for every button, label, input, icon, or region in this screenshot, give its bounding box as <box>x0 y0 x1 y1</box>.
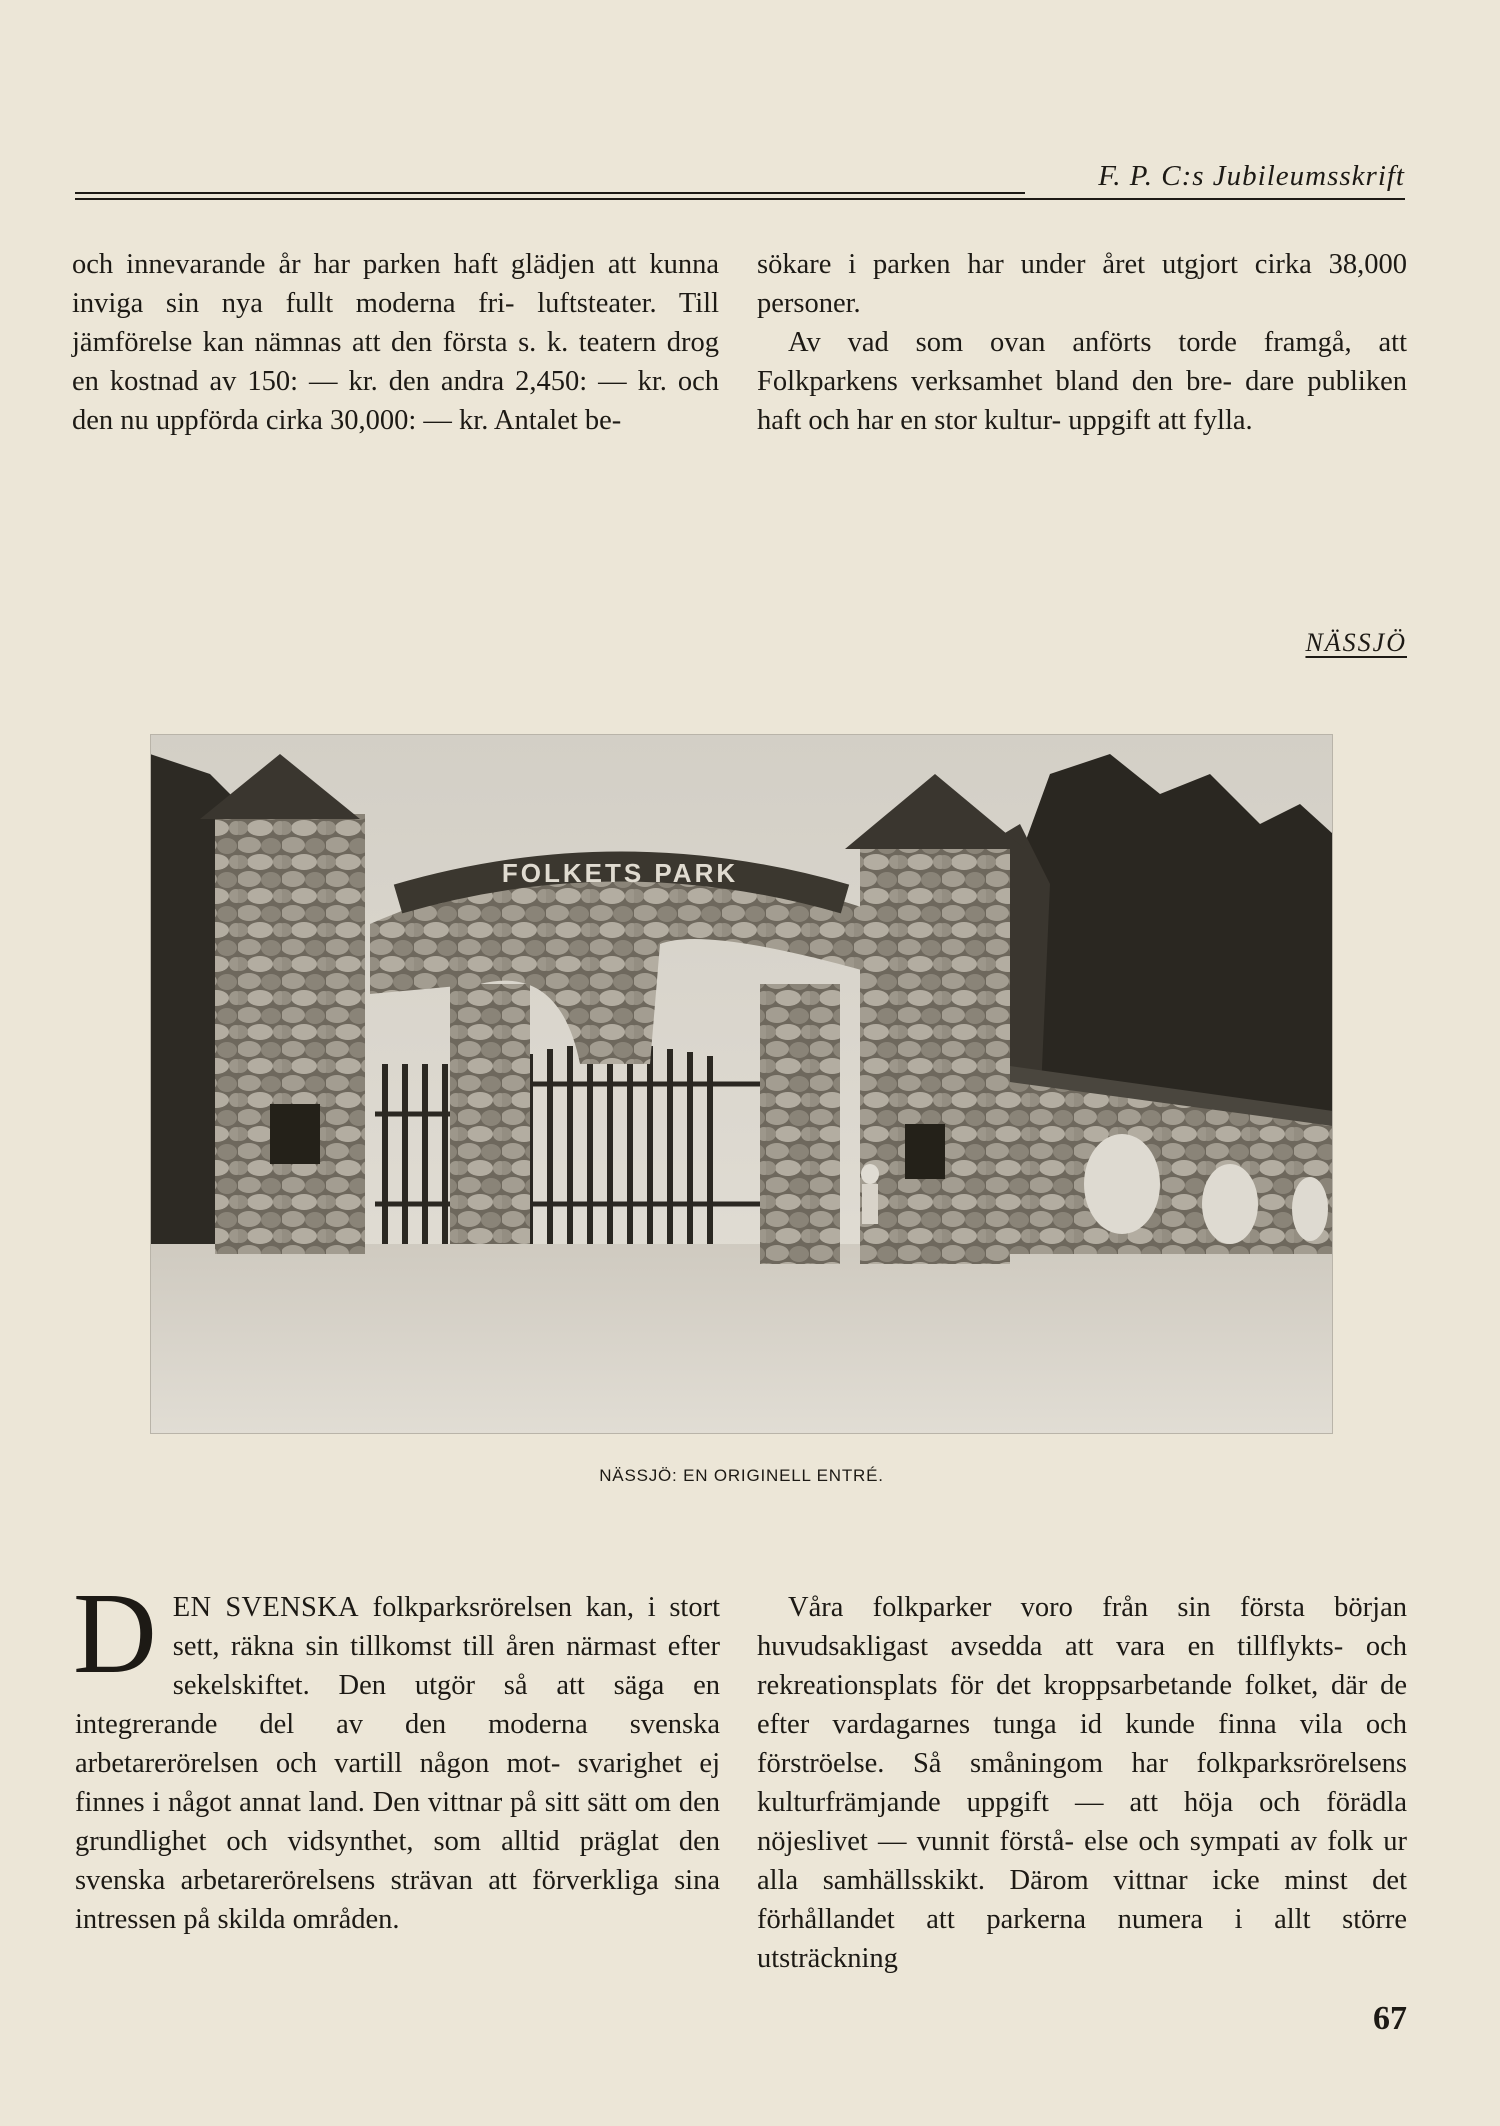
paragraph-body: folkparksrörelsen kan, i stort sett, räkna sin tillkomst till åren närmast efter sekelskiftet. Den utgör så att säga en integrerande del av den moderna svenska arbetarerörelsen och vartill någon mot- svarighet ej finnes i något annat land. Den vittnar på sitt sätt om den grundlighet och vidsynthet, som alltid präglat den svenska arbetarerörelsens strävan att förverkliga sina intressen på skilda områden. <box>75 1592 720 1935</box>
page-number: 67 <box>1373 2000 1407 2037</box>
photo-caption: NÄSSJÖ: EN ORIGINELL ENTRÉ. <box>599 1466 884 1485</box>
paragraph <box>73 1570 720 1939</box>
paragraph: och innevarande år har parken haft glädjen att kunna inviga sin nya fullt moderna fri- luftsteater. Till jämförelse kan nämnas att den första s. k. teatern drog en kostnad av 150: — kr. den andra 2,450: — kr. och den nu uppförda cirka 30,000: — kr. Antalet be- <box>72 249 719 436</box>
header-rule <box>75 198 1405 200</box>
arch-sign-text: FOLKETS PARK <box>501 858 739 888</box>
article-right-column <box>757 1588 1407 1978</box>
section-heading: NÄSSJÖ <box>1305 628 1407 657</box>
running-head: F. P. C:s Jubileumsskrift <box>1098 160 1405 192</box>
header-rule <box>75 192 1025 194</box>
article-left-column <box>73 1570 720 1939</box>
drop-cap: D <box>73 1570 157 1698</box>
gate-photo-illustration <box>150 734 1333 1434</box>
paragraph: Våra folkparker voro från sin första början huvudsakligast avsedda att vara en tillflykts- och rekreationsplats för det kroppsarbetande folket, där de efter vardagarnes tunga id kunde finna vila och förströelse. Så småningom har folkparksrörelsens kulturfrämjande uppgift — att höja och förädla nöjeslivet — vunnit förstå- else och sympati av folk ur alla samhällsskikt. Därom vittnar icke minst det förhållandet att parkerna numera i allt större utsträckning <box>757 1592 1407 1974</box>
top-left-column <box>72 245 719 440</box>
top-right-column <box>757 245 1407 440</box>
paragraph: sökare i parken har under året utgjort cirka 38,000 personer. <box>757 249 1407 319</box>
paragraph: Av vad som ovan anförts torde framgå, att Folkparkens verksamhet bland den bre- dare publiken haft och har en stor kultur- uppgift att fylla. <box>757 327 1407 436</box>
lead-in: EN SVENSKA <box>172 1592 359 1623</box>
photograph <box>150 734 1333 1434</box>
